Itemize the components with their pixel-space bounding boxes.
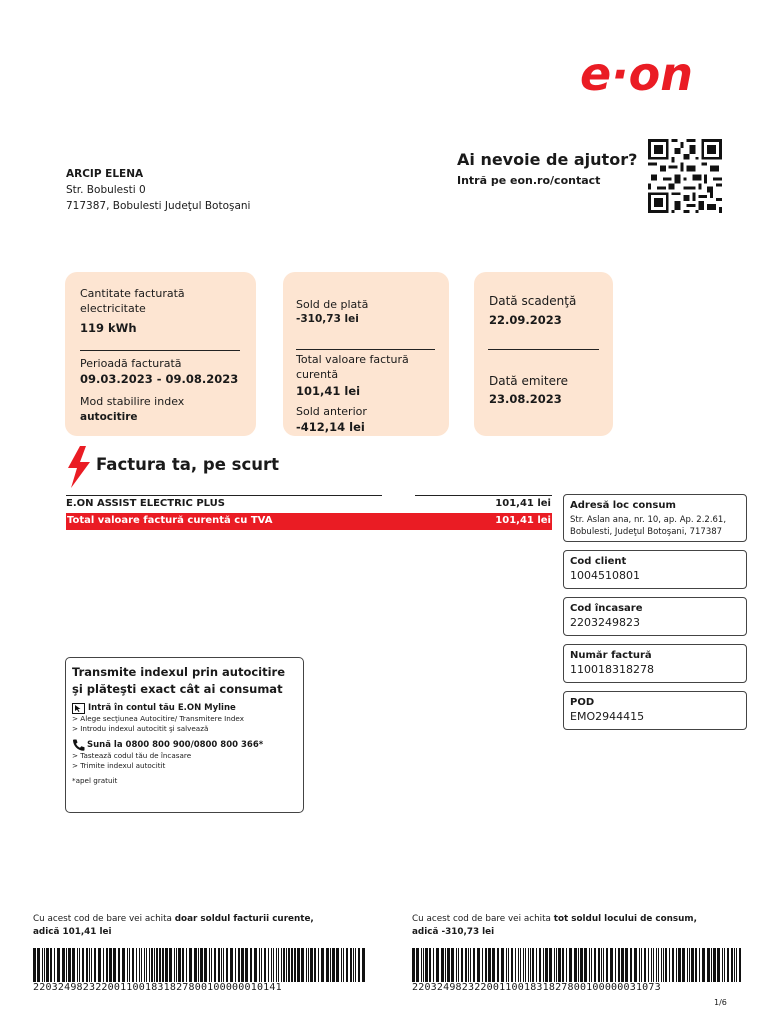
barcode-bar — [678, 948, 681, 982]
barcode-bar — [350, 948, 352, 982]
barcode-bar — [598, 948, 600, 982]
barcode-bar — [717, 948, 720, 982]
barcode-bar — [89, 948, 90, 982]
barcode-bar — [268, 948, 269, 982]
barcode-bar — [132, 948, 134, 982]
barcode-bar — [610, 948, 613, 982]
barcode-bar — [441, 948, 444, 982]
barcode-bar — [330, 948, 331, 982]
barcode-bar — [682, 948, 685, 982]
barcode-bar — [154, 948, 155, 982]
barcode-bar — [50, 948, 52, 982]
barcode-bar — [477, 948, 480, 982]
barcode-bar — [127, 948, 128, 982]
barcode-bar — [591, 948, 592, 982]
index-mode-label: Mod stabilire index — [80, 395, 185, 408]
barcode-left-number: 2203249823220011001831827800100000010141 — [33, 982, 282, 993]
barcode-bar — [731, 948, 733, 982]
online-step: > Alege secţiunea Autocitire/ Transmitere Index — [72, 714, 244, 723]
client-code-box — [563, 550, 747, 589]
barcode-bar — [445, 948, 446, 982]
barcode-left-amount: adică 101,41 lei — [33, 927, 112, 937]
summary-row-label: E.ON ASSIST ELECTRIC PLUS — [66, 498, 226, 509]
barcode-bar — [209, 948, 210, 982]
summary-row-value: 101,41 lei — [495, 498, 551, 509]
barcode-bar — [186, 948, 187, 982]
barcode-bar — [618, 948, 620, 982]
barcode-bar — [162, 948, 164, 982]
barcode-bar — [584, 948, 587, 982]
barcode-bar — [254, 948, 257, 982]
barcode-bar — [301, 948, 304, 982]
invoice-number-box — [563, 644, 747, 683]
barcode-bar — [165, 948, 168, 982]
barcode-bar — [245, 948, 248, 982]
barcode-left-caption — [33, 913, 373, 939]
divider — [66, 495, 382, 496]
barcode-bar — [156, 948, 158, 982]
barcode-bar — [204, 948, 207, 982]
barcode-bar — [151, 948, 153, 982]
barcode-bar — [412, 948, 415, 982]
barcode-bar — [554, 948, 555, 982]
online-step: > Introdu indexul autocitit şi salvează — [72, 724, 209, 733]
barcode-bar — [488, 948, 491, 982]
barcode-bar — [574, 948, 577, 982]
barcode-left-text: Cu acest cod de bare vei achita — [33, 914, 175, 924]
barcode-bar — [492, 948, 495, 982]
barcode-bar — [72, 948, 75, 982]
collection-code-title: Cod încasare — [570, 603, 643, 614]
eon-logo — [580, 50, 732, 98]
due-date-label: Dată scadenţă — [489, 294, 577, 308]
barcode-bar — [639, 948, 640, 982]
barcode-bar — [358, 948, 360, 982]
barcode-bar — [33, 948, 36, 982]
barcode-bar — [421, 948, 422, 982]
page-number: 1/6 — [714, 998, 727, 1007]
due-date-value: 22.09.2023 — [489, 313, 562, 327]
barcode-bar — [218, 948, 220, 982]
barcode-bar — [429, 948, 431, 982]
barcode-bar — [271, 948, 272, 982]
barcode-bar — [332, 948, 335, 982]
barcode-bar — [665, 948, 667, 982]
barcode-bar — [169, 948, 172, 982]
client-code-value: 1004510801 — [570, 569, 640, 582]
period-label: Perioadă facturată — [80, 357, 182, 370]
barcode-bar — [314, 948, 316, 982]
barcode-bar — [669, 948, 670, 982]
customer-city: 717387, Bobulesti Judeţul Botoşani — [66, 200, 251, 212]
barcode-bar — [118, 948, 120, 982]
barcode-bar — [182, 948, 184, 982]
barcode-bar — [621, 948, 624, 982]
barcode-right-number: 2203249823220011001831827800100000031073 — [412, 982, 661, 993]
summary-title: Factura ta, pe scurt — [96, 455, 280, 474]
online-option-title: Intră în contul tău E.ON Myline — [88, 703, 236, 713]
barcode-bar — [221, 948, 222, 982]
barcode-bar — [736, 948, 737, 982]
barcode-bar — [470, 948, 471, 982]
barcode-bar — [423, 948, 424, 982]
summary-total-label: Total valoare factură curentă cu TVA — [67, 515, 273, 526]
barcode-bar — [501, 948, 504, 982]
barcode-bar — [291, 948, 293, 982]
barcode-bar — [294, 948, 296, 982]
barcode-bar — [724, 948, 725, 982]
barcode-bar — [79, 948, 80, 982]
barcode-bar — [569, 948, 572, 982]
barcode-bar — [178, 948, 181, 982]
barcode-bar — [515, 948, 516, 982]
barcode-bar — [286, 948, 287, 982]
barcode-bar — [241, 948, 244, 982]
barcode-bar — [661, 948, 662, 982]
qr-code-icon — [648, 139, 722, 213]
barcode-bar — [651, 948, 652, 982]
period-value: 09.03.2023 - 09.08.2023 — [80, 372, 239, 386]
barcode-bar — [341, 948, 342, 982]
barcode-bar — [321, 948, 324, 982]
divider — [488, 349, 599, 350]
barcode-bar — [211, 948, 212, 982]
barcode-bar — [656, 948, 657, 982]
barcode-bar — [174, 948, 175, 982]
barcode-bar — [543, 948, 544, 982]
barcode-bar — [235, 948, 236, 982]
barcode-bar — [42, 948, 43, 982]
barcode-bar — [198, 948, 199, 982]
divider — [415, 495, 552, 496]
previous-balance-label: Sold anterior — [296, 405, 367, 418]
barcode-bar — [416, 948, 419, 982]
issue-date-value: 23.08.2023 — [489, 392, 562, 406]
barcode-bar — [306, 948, 307, 982]
barcode-bar — [648, 948, 649, 982]
barcode-right-amount: adică -310,73 lei — [412, 927, 495, 937]
barcode-bar — [578, 948, 579, 982]
barcode-bar — [468, 948, 469, 982]
barcode-bar — [103, 948, 104, 982]
barcode-bar — [91, 948, 92, 982]
barcode-bar — [545, 948, 548, 982]
self-reading-box — [65, 657, 304, 813]
barcode-bar — [46, 948, 49, 982]
barcode-bar — [451, 948, 454, 982]
barcode-bar — [66, 948, 67, 982]
barcode-bar — [465, 948, 467, 982]
barcode-bar — [278, 948, 279, 982]
self-reading-title: Transmite indexul prin autocitire şi plăteşti exact cât ai consumat — [72, 665, 286, 696]
barcode-bar — [353, 948, 354, 982]
eon-logo-text: e·on — [580, 50, 694, 98]
barcode-bar — [159, 948, 161, 982]
barcode-bar — [589, 948, 590, 982]
customer-name: ARCIP ELENA — [66, 168, 144, 180]
barcode-bar — [308, 948, 309, 982]
barcode-bar — [653, 948, 654, 982]
barcode-bar — [82, 948, 84, 982]
cursor-icon — [72, 703, 85, 714]
barcode-bar — [136, 948, 137, 982]
barcode-left — [33, 948, 365, 982]
balance-value: -310,73 lei — [296, 313, 359, 325]
barcode-bar — [672, 948, 674, 982]
invoice-number-title: Număr factură — [570, 650, 652, 661]
customer-street: Str. Bobulesti 0 — [66, 184, 146, 196]
barcode-bar — [433, 948, 434, 982]
barcode-left-text-bold: doar soldul facturii curente, — [174, 914, 314, 924]
barcode-bar — [113, 948, 116, 982]
phone-step: > Tastează codul tău de încasare — [72, 751, 192, 760]
barcode-bar — [94, 948, 96, 982]
barcode-bar — [57, 948, 60, 982]
summary-total-value: 101,41 lei — [495, 515, 551, 526]
invoice-number-value: 110018318278 — [570, 663, 654, 676]
barcode-bar — [77, 948, 78, 982]
barcode-bar — [525, 948, 526, 982]
barcode-bar — [141, 948, 142, 982]
barcode-bar — [346, 948, 348, 982]
barcode-right-caption — [412, 913, 752, 939]
barcode-right — [412, 948, 744, 982]
barcode-bar — [539, 948, 541, 982]
collection-code-value: 2203249823 — [570, 616, 640, 629]
barcode-bar — [707, 948, 710, 982]
barcode-bar — [506, 948, 507, 982]
phone-step: > Trimite indexul autocitit — [72, 761, 166, 770]
pod-value: EMO2944415 — [570, 710, 645, 723]
barcode-bar — [214, 948, 216, 982]
barcode-bar — [456, 948, 457, 982]
barcode-bar — [288, 948, 290, 982]
barcode-bar — [727, 948, 729, 982]
barcode-right-text: Cu acest cod de bare vei achita — [412, 914, 554, 924]
divider — [80, 350, 240, 351]
barcode-bar — [189, 948, 192, 982]
barcode-bar — [711, 948, 712, 982]
barcode-bar — [146, 948, 147, 982]
barcode-bar — [485, 948, 487, 982]
balance-card — [283, 272, 449, 436]
barcode-bar — [273, 948, 274, 982]
barcode-bar — [739, 948, 741, 982]
barcode-bar — [497, 948, 499, 982]
barcode-bar — [713, 948, 716, 982]
customer-address — [66, 166, 250, 214]
barcode-bar — [362, 948, 365, 982]
barcode-bar — [630, 948, 632, 982]
barcode-bar — [223, 948, 224, 982]
barcode-bar — [532, 948, 534, 982]
barcode-bar — [482, 948, 483, 982]
barcode-bar — [62, 948, 65, 982]
barcode-bar — [68, 948, 71, 982]
divider — [296, 349, 435, 350]
barcode-bar — [508, 948, 509, 982]
barcode-bar — [238, 948, 240, 982]
summary-total-bar — [66, 513, 552, 530]
barcode-bar — [566, 948, 567, 982]
barcode-bar — [734, 948, 735, 982]
barcode-bar — [176, 948, 177, 982]
barcode-bar — [129, 948, 130, 982]
barcode-bar — [687, 948, 688, 982]
barcode-bar — [601, 948, 602, 982]
barcode-bar — [722, 948, 723, 982]
barcode-bar — [663, 948, 664, 982]
dates-card — [474, 272, 613, 436]
barcode-bar — [528, 948, 529, 982]
barcode-bar — [44, 948, 45, 982]
total-invoice-value: 101,41 lei — [296, 384, 361, 398]
barcode-bar — [634, 948, 637, 982]
barcode-bar — [425, 948, 428, 982]
barcode-bar — [310, 948, 313, 982]
barcode-bar — [54, 948, 55, 982]
barcode-bar — [641, 948, 642, 982]
barcode-bar — [200, 948, 203, 982]
barcode-bar — [226, 948, 228, 982]
barcode-bar — [473, 948, 475, 982]
pod-box — [563, 691, 747, 730]
barcode-bar — [549, 948, 552, 982]
barcode-bar — [518, 948, 519, 982]
barcode-bar — [318, 948, 319, 982]
barcode-bar — [149, 948, 150, 982]
barcode-right-text-bold: tot soldul locului de consum, — [553, 914, 697, 924]
barcode-bar — [695, 948, 697, 982]
barcode-bar — [689, 948, 690, 982]
barcode-bar — [144, 948, 145, 982]
consumption-address-value: Str. Aslan ana, nr. 10, ap. Ap. 2.2.61, Bobulesti, Judeţul Botoşani, 717387 — [570, 515, 727, 537]
barcode-bar — [326, 948, 329, 982]
quantity-label: Cantitate facturată electricitate — [80, 287, 185, 315]
barcode-bar — [336, 948, 339, 982]
barcode-bar — [606, 948, 608, 982]
balance-label: Sold de plată — [296, 298, 369, 311]
barcode-bar — [283, 948, 285, 982]
barcode-bar — [343, 948, 344, 982]
barcode-bar — [86, 948, 88, 982]
client-code-title: Cod client — [570, 556, 627, 567]
barcode-bar — [558, 948, 561, 982]
consumption-address-box — [563, 494, 747, 542]
total-invoice-label: Total valoare factură curentă — [296, 353, 409, 381]
barcode-bar — [702, 948, 705, 982]
barcode-bar — [511, 948, 513, 982]
barcode-bar — [250, 948, 252, 982]
barcode-bar — [625, 948, 628, 982]
barcode-bar — [109, 948, 112, 982]
barcode-bar — [259, 948, 260, 982]
pod-title: POD — [570, 697, 595, 708]
help-title: Ai nevoie de ajutor? — [457, 150, 638, 169]
barcode-bar — [139, 948, 140, 982]
barcode-bar — [355, 948, 356, 982]
index-mode-value: autocitire — [80, 411, 138, 423]
barcode-bar — [580, 948, 583, 982]
barcode-bar — [436, 948, 439, 982]
phone-option-title: Sună la 0800 800 900/0800 800 366* — [87, 740, 264, 750]
barcode-bar — [297, 948, 300, 982]
barcode-bar — [447, 948, 450, 982]
barcode-bar — [615, 948, 616, 982]
barcode-bar — [530, 948, 531, 982]
barcode-bar — [644, 948, 646, 982]
barcode-bar — [98, 948, 101, 982]
issue-date-label: Dată emitere — [489, 374, 569, 388]
barcode-bar — [106, 948, 108, 982]
barcode-bar — [276, 948, 277, 982]
barcode-bar — [458, 948, 459, 982]
previous-balance-value: -412,14 lei — [296, 420, 365, 434]
barcode-bar — [536, 948, 537, 982]
phone-icon — [72, 739, 85, 751]
barcode-bar — [194, 948, 197, 982]
phone-option — [72, 739, 297, 751]
barcode-bar — [261, 948, 262, 982]
lightning-icon — [66, 446, 92, 488]
quantity-value: 119 kWh — [80, 321, 137, 335]
consumption-address-title: Adresă loc consum — [570, 500, 676, 511]
consumption-card — [65, 272, 256, 436]
barcode-bar — [691, 948, 694, 982]
barcode-bar — [461, 948, 463, 982]
online-option — [72, 702, 297, 714]
collection-code-box — [563, 597, 747, 636]
barcode-bar — [520, 948, 521, 982]
barcode-bar — [556, 948, 557, 982]
barcode-bar — [603, 948, 604, 982]
barcode-bar — [281, 948, 282, 982]
barcode-bar — [122, 948, 125, 982]
barcode-bar — [264, 948, 266, 982]
help-link[interactable]: Intră pe eon.ro/contact — [457, 174, 601, 187]
barcode-bar — [523, 948, 524, 982]
barcode-bar — [594, 948, 596, 982]
barcode-bar — [699, 948, 700, 982]
barcode-bar — [658, 948, 659, 982]
barcode-bar — [676, 948, 677, 982]
barcode-bar — [37, 948, 40, 982]
free-call-note: *apel gratuit — [72, 776, 118, 785]
barcode-bar — [562, 948, 564, 982]
barcode-bar — [230, 948, 233, 982]
